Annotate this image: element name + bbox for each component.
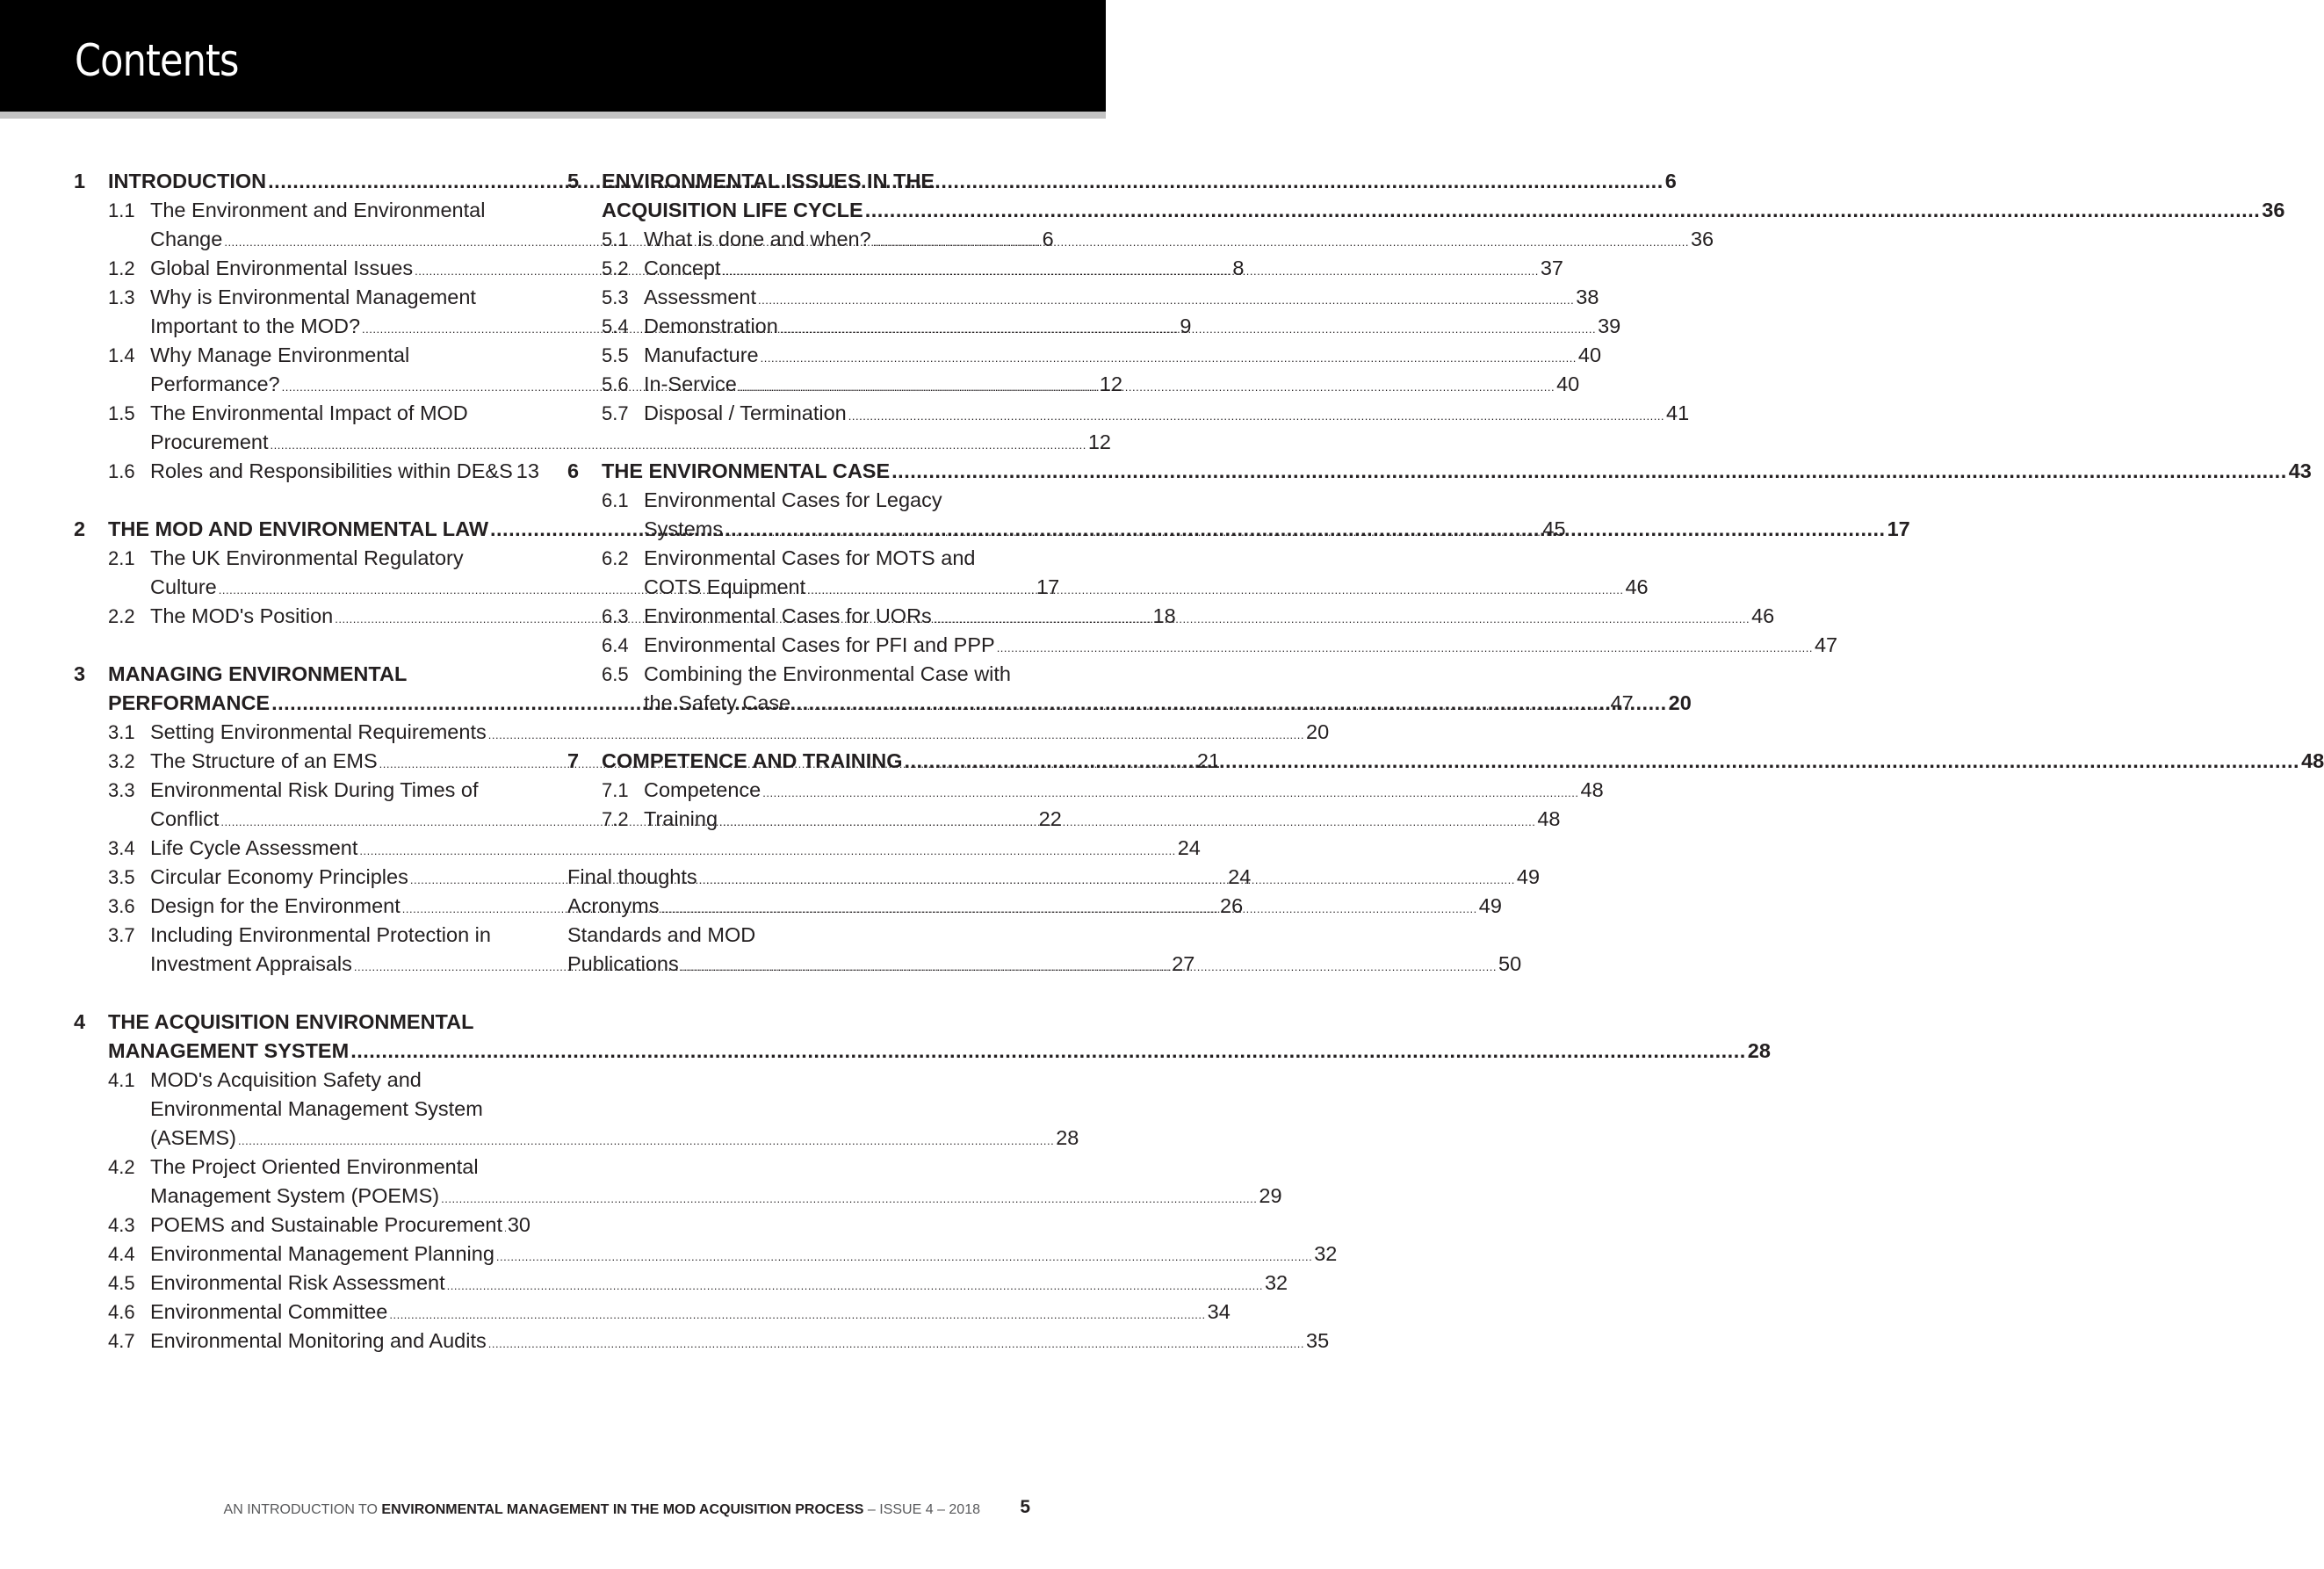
entry-number: 5.6 [602, 373, 629, 395]
entry-text: In-Service [644, 372, 737, 395]
dot-leader [350, 1037, 1746, 1066]
entry-line [150, 544, 530, 573]
entry-page: 34 [1207, 1300, 1231, 1323]
dot-leader [905, 747, 2300, 776]
toc-item-1-5-line [74, 399, 530, 428]
toc-item-5-7[interactable] [567, 399, 1690, 428]
entry-page: 45 [1542, 517, 1566, 540]
entry-number: 3.7 [108, 924, 135, 946]
section-heading-line [74, 1008, 530, 1037]
entry-text: Why is Environmental Management [150, 286, 476, 308]
dot-leader [761, 343, 1577, 372]
entry-line [150, 196, 530, 225]
entry-page: 28 [1056, 1126, 1079, 1149]
toc-item-6-1[interactable] [567, 515, 1566, 544]
dot-leader [739, 372, 1555, 401]
toc-item-4-1-line [74, 1066, 530, 1095]
entry-page: 18 [1152, 604, 1176, 627]
entry-line [644, 486, 1024, 515]
entry-number: 4.5 [108, 1272, 135, 1294]
entry-number: 4.4 [108, 1243, 135, 1265]
toc-item-6-1-line [567, 486, 1024, 515]
entry-text: Culture [150, 575, 217, 598]
section-heading-line [567, 167, 1024, 196]
entry-line [644, 341, 1602, 372]
entry-page: 40 [1556, 372, 1580, 395]
entry-line [150, 283, 530, 312]
entry-number: 2 [74, 517, 86, 540]
toc-item-4-2[interactable] [74, 1182, 1282, 1211]
toc-item-1-6[interactable] [74, 457, 539, 486]
entry-line [602, 457, 2312, 486]
toc-item-6-5[interactable] [567, 689, 1634, 718]
entry-line [108, 1008, 530, 1037]
entry-text: COMPETENCE AND TRAINING [602, 749, 903, 772]
dot-leader [389, 1300, 1205, 1329]
entry-line [150, 1298, 1231, 1329]
entry-line [602, 196, 2285, 225]
entry-line [150, 1327, 1330, 1358]
entry-line [150, 1124, 1079, 1155]
entry-text: INTRODUCTION [108, 170, 267, 192]
entry-number: 1.6 [108, 460, 135, 482]
entry-number: 5.1 [602, 228, 629, 250]
entry-number: 4 [74, 1010, 86, 1033]
entry-line [150, 1211, 530, 1242]
entry-page: 26 [1220, 894, 1244, 917]
toc-item-1-4-line [74, 341, 530, 370]
entry-text: Management System (POEMS) [150, 1184, 440, 1207]
entry-number: 5.2 [602, 257, 629, 279]
entry-page: 13 [516, 459, 539, 482]
entry-text: Design for the Environment [150, 894, 401, 917]
entry-page: 50 [1498, 952, 1522, 975]
entry-number: 1.5 [108, 402, 135, 424]
toc-item-4-2-line [74, 1153, 530, 1182]
entry-line [150, 1182, 1282, 1213]
toc-item-5-3[interactable] [567, 283, 1599, 312]
entry-text: Environmental Cases for MOTS and [644, 546, 976, 569]
entry-number: 6.4 [602, 634, 629, 656]
entry-line [150, 1066, 530, 1095]
entry-text: ENVIRONMENTAL ISSUES IN THE [602, 170, 935, 192]
entry-text: The UK Environmental Regulatory [150, 546, 464, 569]
entry-number: 7.1 [602, 779, 629, 801]
entry-page: 39 [1598, 315, 1621, 337]
page-title: Contents [75, 35, 239, 86]
toc-item-6-4[interactable] [567, 631, 1838, 660]
entry-text: Environmental Monitoring and Audits [150, 1329, 487, 1352]
entry-page: 22 [1038, 807, 1062, 830]
entry-number: 6.1 [602, 489, 629, 511]
entry-number: 1.1 [108, 199, 135, 221]
entry-number: 3.1 [108, 721, 135, 743]
entry-number: 4.3 [108, 1214, 135, 1236]
entry-text: Change [150, 228, 223, 250]
entry-number: 1.2 [108, 257, 135, 279]
entry-text: MOD's Acquisition Safety and [150, 1068, 422, 1091]
entry-line [150, 457, 539, 488]
entry-text: The Project Oriented Environmental [150, 1155, 479, 1178]
toc-item-6-2-line [567, 544, 1024, 573]
toc-item-4-4[interactable] [74, 1240, 1338, 1269]
entry-number: 3.3 [108, 779, 135, 801]
entry-number: 4.2 [108, 1156, 135, 1178]
toc-item-3-4[interactable] [74, 834, 1201, 863]
entry-text: The MOD's Position [150, 604, 334, 627]
entry-text: Environmental Management System [150, 1097, 483, 1120]
entry-text: COTS Equipment [644, 575, 806, 598]
entry-number: 5.4 [602, 315, 629, 337]
entry-page: 32 [1314, 1242, 1338, 1265]
entry-text: Life Cycle Assessment [150, 836, 358, 859]
entry-line [150, 1095, 530, 1124]
entry-page: 17 [1036, 575, 1060, 598]
entry-text: Combining the Environmental Case with [644, 662, 1011, 685]
toc-item-6-5-line [567, 660, 1024, 689]
toc-item-5-2[interactable] [567, 254, 1563, 283]
entry-line [108, 1037, 1771, 1066]
entry-page: 29 [1259, 1184, 1282, 1207]
dot-leader [807, 575, 1623, 604]
dot-leader [762, 778, 1578, 807]
entry-page: 43 [2288, 459, 2312, 482]
entry-line [567, 921, 1024, 950]
entry-text: Environmental Cases for Legacy [644, 488, 942, 511]
dot-leader [865, 196, 2261, 225]
entry-text: Environmental Risk Assessment [150, 1271, 445, 1294]
entry-text: THE ENVIRONMENTAL CASE [602, 459, 891, 482]
entry-text: Concept [644, 257, 721, 279]
section-heading-6[interactable] [567, 457, 2312, 486]
toc-item-4-5[interactable] [74, 1269, 1288, 1298]
entry-number: 1 [74, 170, 86, 192]
entry-text: THE ACQUISITION ENVIRONMENTAL [108, 1010, 474, 1033]
toc-item-5-1[interactable] [567, 225, 1714, 254]
entry-line [644, 631, 1838, 662]
entry-line [108, 660, 530, 689]
entry-line [644, 544, 1024, 573]
entry-text: What is done and when? [644, 228, 871, 250]
toc-item-4-3[interactable] [74, 1211, 530, 1240]
entry-line [644, 225, 1714, 257]
toc-item-1-3-line [74, 283, 530, 312]
entry-text: Important to the MOD? [150, 315, 361, 337]
entry-line [150, 1240, 1338, 1271]
entry-page: 47 [1814, 633, 1838, 656]
dot-leader [723, 257, 1539, 286]
entry-text: Publications [567, 952, 679, 975]
entry-text: Roles and Responsibilities within DE&S [150, 459, 513, 482]
entry-number: 3 [74, 662, 86, 685]
entry-text: Investment Appraisals [150, 952, 352, 975]
entry-text: Including Environmental Protection in [150, 923, 491, 946]
dot-leader [891, 457, 2287, 486]
entry-page: 28 [1747, 1039, 1771, 1062]
entry-line [150, 1153, 530, 1182]
dot-leader [447, 1271, 1263, 1300]
entry-text: Why Manage Environmental [150, 343, 410, 366]
entry-text: Training [644, 807, 718, 830]
entry-page: 49 [1478, 894, 1502, 917]
entry-page: 37 [1540, 257, 1563, 279]
entry-page: 12 [1087, 430, 1111, 453]
header-bar [0, 0, 1106, 112]
entry-line [150, 428, 1111, 459]
entry-line [150, 341, 530, 370]
header-divider [0, 112, 1106, 119]
toc-item-1-5[interactable] [74, 428, 1111, 457]
dot-leader [504, 1213, 506, 1242]
entry-text: ACQUISITION LIFE CYCLE [602, 199, 863, 221]
entry-line [644, 399, 1690, 430]
entry-page: 48 [2301, 749, 2324, 772]
entry-text: Setting Environmental Requirements [150, 720, 487, 743]
footer-text [224, 1502, 980, 1518]
entry-text: The Environment and Environmental [150, 199, 486, 221]
entry-number: 3.4 [108, 837, 135, 859]
entry-text: Circular Economy Principles [150, 865, 408, 888]
entry-page: 6 [1042, 228, 1054, 250]
entry-text: Environmental Cases for PFI and PPP [644, 633, 995, 656]
entry-number: 1.3 [108, 286, 135, 308]
entry-line [150, 1269, 1288, 1300]
entry-page: 24 [1177, 836, 1201, 859]
entry-page: 20 [1668, 691, 1692, 714]
entry-text: PERFORMANCE [108, 691, 271, 714]
entry-number: 7.2 [602, 808, 629, 830]
entry-text: THE MOD AND ENVIRONMENTAL LAW [108, 517, 488, 540]
entry-text: POEMS and Sustainable Procurement [150, 1213, 503, 1236]
entry-page: 48 [1580, 778, 1604, 801]
entry-page: 8 [1232, 257, 1245, 279]
entry-text: Environmental Risk During Times of [150, 778, 479, 801]
toc-item-2-1-line [74, 544, 530, 573]
dot-leader [792, 691, 1608, 720]
entry-page: 36 [2262, 199, 2285, 221]
entry-number: 4.1 [108, 1069, 135, 1091]
entry-page: 12 [1099, 372, 1123, 395]
entry-text: Acronyms [567, 894, 660, 917]
entry-text: MANAGEMENT SYSTEM [108, 1039, 350, 1062]
entry-page: 41 [1666, 401, 1690, 424]
entry-line [644, 312, 1621, 343]
entry-text: Environmental Committee [150, 1300, 388, 1323]
entry-line [150, 718, 1330, 749]
entry-number: 6.2 [602, 547, 629, 569]
entry-number: 3.6 [108, 895, 135, 917]
entry-text: Systems [644, 517, 724, 540]
toc-extra-line [567, 921, 1024, 950]
entry-number: 1.4 [108, 344, 135, 366]
entry-page: 36 [1690, 228, 1714, 250]
dot-leader [660, 894, 1476, 923]
toc-item-3-1[interactable] [74, 718, 1330, 747]
entry-text: Global Environmental Issues [150, 257, 414, 279]
toc-item-4-1[interactable] [74, 1124, 1079, 1153]
entry-page: 20 [1306, 720, 1330, 743]
entry-number: 5.3 [602, 286, 629, 308]
section-heading-4[interactable] [74, 1037, 1771, 1066]
entry-text: the Safety Case [644, 691, 791, 714]
dot-leader [488, 1329, 1304, 1358]
entry-page: 17 [1887, 517, 1910, 540]
entry-line [644, 254, 1563, 286]
toc-item-7-1[interactable] [567, 776, 1604, 805]
dot-leader [441, 1184, 1257, 1213]
dot-leader [725, 517, 1541, 546]
entry-page: 9 [1180, 315, 1192, 337]
page-number: 5 [1020, 1497, 1030, 1517]
dot-leader [780, 315, 1596, 343]
section-heading-5[interactable] [567, 196, 2285, 225]
entry-page: 24 [1228, 865, 1252, 888]
entry-line [150, 776, 530, 805]
dot-leader [758, 286, 1574, 315]
toc-item-4-6[interactable] [74, 1298, 1231, 1327]
entry-line [150, 399, 530, 428]
dot-leader [681, 952, 1497, 981]
entry-text: The Environmental Impact of MOD [150, 401, 468, 424]
entry-number: 4.6 [108, 1301, 135, 1323]
entry-page: 49 [1516, 865, 1541, 888]
dot-leader [997, 633, 1813, 662]
entry-page: 32 [1264, 1271, 1288, 1294]
entry-page: 30 [507, 1213, 530, 1236]
entry-text: Demonstration [644, 315, 778, 337]
toc-item-3-3-line [74, 776, 530, 805]
entry-line [644, 515, 1566, 546]
toc-item-4-7[interactable] [74, 1327, 1330, 1356]
entry-text: Environmental Cases for UORs [644, 604, 932, 627]
dot-leader [699, 865, 1515, 894]
entry-number: 5.7 [602, 402, 629, 424]
entry-number: 2.1 [108, 547, 135, 569]
entry-line [150, 921, 530, 950]
dot-leader [934, 604, 1750, 633]
footer-document-title: ENVIRONMENTAL MANAGEMENT IN THE MOD ACQUISITION PROCESS [381, 1502, 864, 1517]
entry-text: Standards and MOD [567, 923, 756, 946]
entry-text: (ASEMS) [150, 1126, 236, 1149]
entry-line [644, 660, 1024, 689]
entry-text: Conflict [150, 807, 220, 830]
toc-item-5-4[interactable] [567, 312, 1621, 341]
entry-line [602, 167, 1024, 196]
entry-text: Competence [644, 778, 761, 801]
entry-number: 5 [567, 170, 580, 192]
toc-item-5-5[interactable] [567, 341, 1602, 370]
dot-leader [848, 401, 1664, 430]
toc-section-4 [74, 1008, 1771, 1356]
footer-prefix: AN INTRODUCTION TO [223, 1502, 382, 1517]
dot-leader [238, 1126, 1054, 1155]
entry-line [150, 834, 1201, 865]
entry-page: 6 [1664, 170, 1677, 192]
entry-text: Performance? [150, 372, 280, 395]
entry-text: The Structure of an EMS [150, 749, 378, 772]
footer-issue: – ISSUE 4 – 2018 [863, 1502, 980, 1517]
entry-page: 48 [1537, 807, 1561, 830]
footer [0, 1497, 1106, 1523]
entry-line [644, 689, 1634, 720]
entry-text: Disposal / Termination [644, 401, 847, 424]
entry-number: 6 [567, 459, 580, 482]
dot-leader [719, 807, 1535, 836]
entry-page: 46 [1625, 575, 1649, 598]
entry-number: 4.7 [108, 1330, 135, 1352]
toc-item-3-7-line [74, 921, 530, 950]
entry-text: Procurement [150, 430, 269, 453]
entry-number: 3.5 [108, 866, 135, 888]
entry-page: 46 [1751, 604, 1775, 627]
entry-text: Final thoughts [567, 865, 697, 888]
entry-line [644, 283, 1599, 315]
entry-page: 27 [1172, 952, 1195, 975]
entry-text: MANAGING ENVIRONMENTAL [108, 662, 408, 685]
section-heading-line [74, 660, 530, 689]
entry-page: 47 [1610, 691, 1634, 714]
entry-number: 3.2 [108, 750, 135, 772]
entry-text: Assessment [644, 286, 756, 308]
entry-page: 38 [1576, 286, 1599, 308]
dot-leader [873, 228, 1689, 257]
entry-number: 7 [567, 749, 580, 772]
entry-number: 6.5 [602, 663, 629, 685]
toc-item-1-1-line [74, 196, 530, 225]
entry-number: 5.5 [602, 344, 629, 366]
entry-page: 35 [1306, 1329, 1330, 1352]
entry-number: 2.2 [108, 605, 135, 627]
entry-line [644, 776, 1604, 807]
dot-leader [496, 1242, 1312, 1271]
entry-text: Environmental Management Planning [150, 1242, 494, 1265]
entry-number: 6.3 [602, 605, 629, 627]
toc-item-4-1-line [74, 1095, 530, 1124]
entry-text: Manufacture [644, 343, 759, 366]
entry-page: 40 [1577, 343, 1602, 366]
entry-page: 21 [1196, 749, 1221, 772]
